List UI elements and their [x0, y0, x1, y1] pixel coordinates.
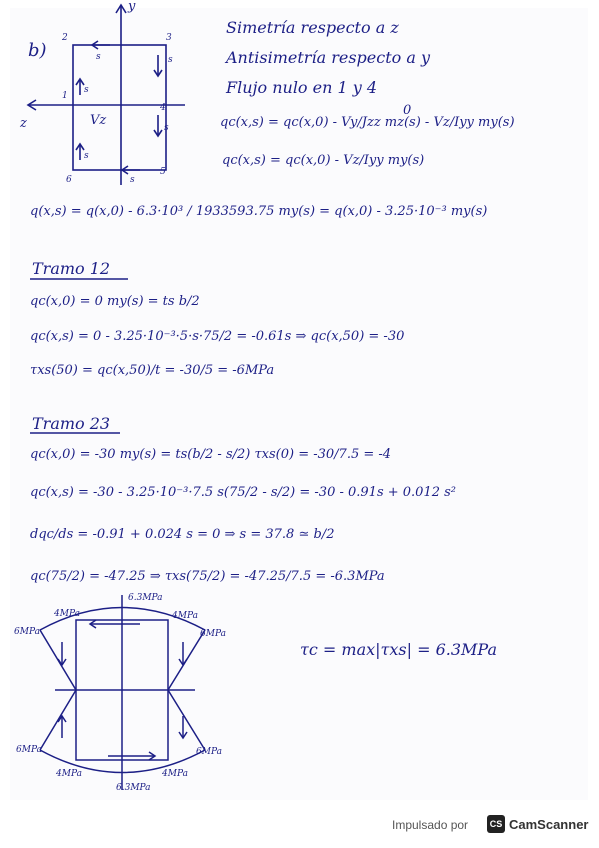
stress-diagram — [40, 595, 205, 790]
camscanner-logo-icon: CS — [487, 815, 505, 833]
equation-3: q(x,s) = q(x,0) - 6.3·10³ / 1933593.75 my(s) = q(x,0) - 3.25·10⁻³ my(s) — [30, 204, 488, 219]
s-label: s — [168, 55, 173, 65]
tramo12-line1: qc(x,0) = 0 my(s) = ts b/2 — [30, 294, 200, 309]
point-5: 5 — [160, 167, 166, 177]
diagram-label: 4MPa — [162, 769, 188, 779]
note-null-flow: Flujo nulo en 1 y 4 — [226, 78, 378, 97]
tramo23-title: Tramo 23 — [32, 414, 111, 433]
tramo23-line3: dqc/ds = -0.91 + 0.024 s = 0 ⇒ s = 37.8 ≃ b/2 — [30, 527, 335, 542]
note-symmetry: Simetría respecto a z — [226, 18, 399, 37]
part-label: b) — [28, 40, 47, 61]
s-label: s — [164, 123, 169, 133]
tramo12-line2: qc(x,s) = 0 - 3.25·10⁻³·5·s·75/2 = -0.61s ⇒ qc(x,50) = -30 — [30, 329, 405, 344]
max-shear-result: τc = max|τxs| = 6.3MPa — [300, 640, 497, 659]
diagram-label: 6.3MPa — [128, 593, 163, 603]
diagram-label: 4MPa — [56, 769, 82, 779]
s-label: s — [84, 85, 89, 95]
diagram-label: 4MPa — [54, 609, 80, 619]
tramo23-line4: qc(75/2) = -47.25 ⇒ τxs(75/2) = -47.25/7.5 = -6.3MPa — [30, 569, 385, 584]
eq1-zero: 0 — [403, 103, 412, 118]
s-label: s — [84, 151, 89, 161]
axis-y-label: y — [128, 0, 136, 14]
vz-label: Vz — [90, 113, 107, 128]
tramo12-title: Tramo 12 — [32, 259, 111, 278]
diagram-label: 6.3MPa — [116, 783, 151, 793]
powered-by-text: Impulsado por — [392, 818, 469, 832]
note-antisymmetry: Antisimetría respecto a y — [226, 48, 431, 67]
point-4: 4 — [160, 103, 166, 113]
tramo23-line1: qc(x,0) = -30 my(s) = ts(b/2 - s/2) τxs(0) = -30/7.5 = -4 — [30, 447, 392, 462]
point-2: 2 — [62, 33, 68, 43]
equation-1: qc(x,s) = qc(x,0) - Vy/Jzz mz(s) - Vz/Iyy my(s) — [220, 115, 515, 130]
diagram-label: 6MPa — [200, 629, 226, 639]
tramo23-line2: qc(x,s) = -30 - 3.25·10⁻³·7.5 s(75/2 - s/2) = -30 - 0.91s + 0.012 s² — [30, 485, 457, 500]
diagram-label: 4MPa — [172, 611, 198, 621]
axis-z-label: z — [20, 116, 27, 131]
diagram-label: 6MPa — [16, 745, 42, 755]
s-label: s — [96, 52, 101, 62]
diagram-label: 6MPa — [14, 627, 40, 637]
tramo12-line3: τxs(50) = qc(x,50)/t = -30/5 = -6MPa — [30, 363, 275, 378]
point-6: 6 — [66, 175, 72, 185]
camscanner-brand: CamScanner — [509, 817, 589, 832]
diagram-label: 6MPa — [196, 747, 222, 757]
point-1: 1 — [62, 91, 68, 101]
equation-2: qc(x,s) = qc(x,0) - Vz/Iyy my(s) — [222, 153, 425, 168]
s-label: s — [130, 175, 135, 185]
point-3: 3 — [166, 33, 172, 43]
